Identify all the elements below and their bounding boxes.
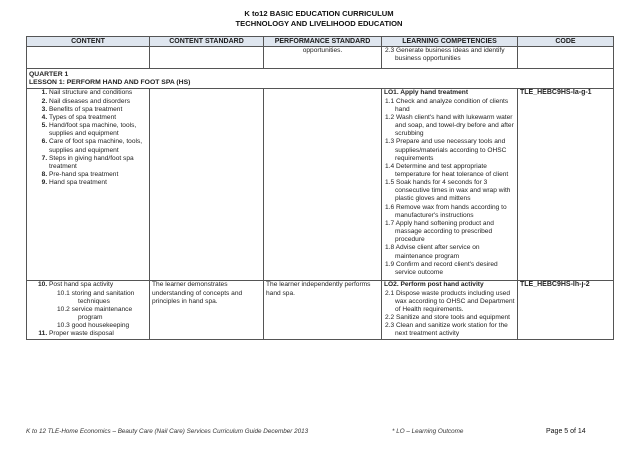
col-learning-competencies: LEARNING COMPETENCIES xyxy=(382,37,518,47)
content-list xyxy=(29,89,147,187)
page-number: Page 5 of 14 xyxy=(546,428,586,435)
competency-item: 1.5 Soak hands for 4 seconds for 3 consecutive times in wax and wrap with plastic gloves and mittens xyxy=(385,179,511,203)
learning-outcome: LO2. Perform post hand activity xyxy=(384,281,484,289)
code-cell: TLE_HEBC9HS-Ia-g-1 xyxy=(518,89,614,281)
curriculum-table xyxy=(26,36,614,340)
table-row xyxy=(27,89,614,281)
lesson-label: LESSON 1: PERFORM HAND AND FOOT SPA (HS) xyxy=(29,79,191,87)
list-item: 10. Post hand spa activity 10.1 storing and sanitation techniques 10.2 service maintenance program 10.3 good housekeeping xyxy=(49,281,147,330)
list-item: 11. Proper waste disposal xyxy=(49,330,147,338)
header-line-1: K to12 BASIC EDUCATION CURRICULUM xyxy=(244,9,394,18)
table-row xyxy=(27,281,614,339)
list-item: 6. Care of foot spa machine, tools, supplies and equipment xyxy=(49,138,147,154)
sub-list-item: 10.3 good housekeeping xyxy=(57,322,130,330)
competency-item: 1.9 Confirm and record client's desired service outcome xyxy=(385,260,498,276)
col-code: CODE xyxy=(518,37,614,47)
competency-item: 1.8 Advise client after service on maintenance program xyxy=(385,244,480,260)
competency-item: 2.1 Dispose waste products including used wax according to OHSC and Department of Health requirements. xyxy=(385,289,515,313)
header-line-2: TECHNOLOGY AND LIVELIHOOD EDUCATION xyxy=(235,18,403,28)
list-item: 9. Hand spa treatment xyxy=(49,179,147,187)
competency-item: 1.4 Determine and test appropriate temperature for heat tolerance of client xyxy=(385,162,509,178)
competency-item: 2.3 Clean and sanitize work station for the next treatment activity xyxy=(385,322,508,338)
content-standard-cell: The learner demonstrates understanding of concepts and principles in hand spa. xyxy=(150,281,264,339)
list-item: 4. Types of spa treatment xyxy=(49,114,147,122)
competency-item: 1.3 Prepare and use necessary tools and supplies/materials according to OHSC requirements xyxy=(385,138,507,162)
quarter-row xyxy=(27,69,614,89)
competency-item: 1.2 Wash client's hand with lukewarm water and soap, and towel-dry before and after scrubbing xyxy=(385,113,514,138)
footer-note: * LO – Learning Outcome xyxy=(392,428,464,435)
list-item: 3. Benefits of spa treatment xyxy=(49,106,147,114)
content-cell xyxy=(27,281,150,339)
learning-outcome: LO1. Apply hand treatment xyxy=(384,89,469,97)
quarter-label: QUARTER 1 xyxy=(29,71,69,78)
competency-item: 2.2 Sanitize and store tools and equipment xyxy=(385,314,510,322)
list-item: 2. Nail diseases and disorders xyxy=(49,98,147,106)
competency-item: 2.3 Generate business ideas and identify business opportunities xyxy=(385,47,505,63)
performance-cell: opportunities. xyxy=(264,47,382,69)
code-cell: TLE_HEBC9HS-Ih-j-2 xyxy=(518,281,614,339)
col-performance-standard: PERFORMANCE STANDARD xyxy=(264,37,382,47)
competencies-cell xyxy=(382,89,518,281)
table-row xyxy=(27,47,614,69)
performance-standard-cell: The learner independently performs hand spa. xyxy=(264,281,382,339)
sub-list xyxy=(49,290,147,331)
table-header-row xyxy=(27,37,614,47)
content-cell xyxy=(27,89,150,281)
competency-item: 1.7 Apply hand softening product and massage according to prescribed procedure xyxy=(385,219,494,244)
list-item: 5. Hand/foot spa machine, tools, supplies and equipment xyxy=(49,122,147,138)
competency-item: 1.1 Check and analyze condition of clients hand xyxy=(385,97,509,113)
list-item: 8. Pre-hand spa treatment xyxy=(49,171,147,179)
list-item: 1. Nail structure and conditions xyxy=(49,89,147,97)
competency-item: 1.6 Remove wax from hands according to manufacturer's instructions xyxy=(385,203,507,219)
document-header xyxy=(0,9,638,28)
sub-list-item: 10.2 service maintenance program xyxy=(57,305,133,322)
list-item: 7. Steps in giving hand/foot spa treatment xyxy=(49,155,147,171)
col-content: CONTENT xyxy=(27,37,150,47)
col-content-standard: CONTENT STANDARD xyxy=(150,37,264,47)
sub-list-item: 10.1 storing and sanitation techniques xyxy=(57,289,135,305)
competencies-cell xyxy=(382,281,518,339)
content-list xyxy=(29,281,147,338)
footer-title: K to 12 TLE-Home Economics – Beauty Care (Nail Care) Services Curriculum Guide December 2013 xyxy=(26,428,309,435)
